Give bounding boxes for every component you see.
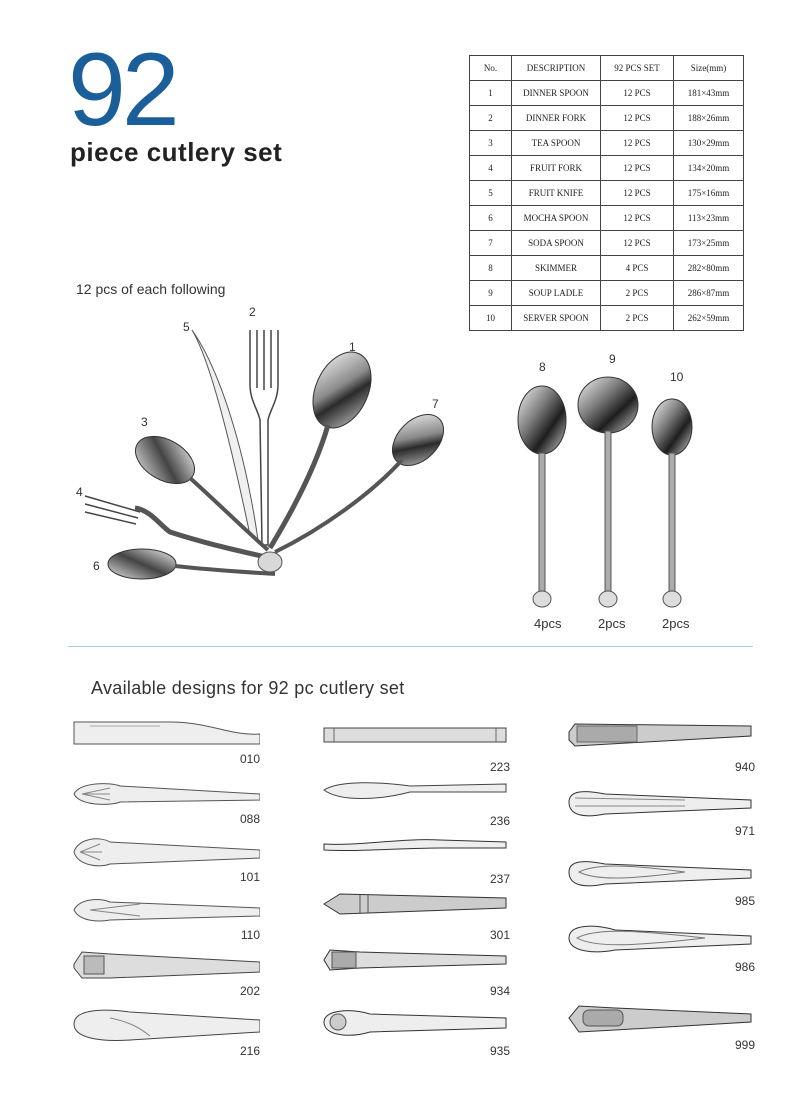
table-row bbox=[470, 156, 744, 181]
serving-pieces-illustration bbox=[510, 365, 710, 615]
design-code: 934 bbox=[489, 984, 510, 998]
design-088 bbox=[70, 774, 260, 826]
cell-description: MOCHA SPOON bbox=[512, 206, 601, 231]
cell-size: 262×59mm bbox=[674, 306, 744, 331]
set-size-number: 92 bbox=[68, 32, 176, 148]
cell-description: SKIMMER bbox=[512, 256, 601, 281]
cell-size: 282×80mm bbox=[674, 256, 744, 281]
cell-description: SOUP LADLE bbox=[512, 281, 601, 306]
dinner-fork-shape bbox=[250, 330, 278, 545]
table-row bbox=[470, 81, 744, 106]
table-row bbox=[470, 206, 744, 231]
item-number-6: 6 bbox=[93, 559, 100, 573]
design-code: 986 bbox=[734, 960, 755, 974]
design-code: 010 bbox=[239, 752, 260, 766]
col-header-size: Size(mm) bbox=[674, 56, 744, 81]
design-999 bbox=[565, 1000, 755, 1052]
handle-216-shape bbox=[70, 1006, 260, 1046]
design-code: 236 bbox=[489, 814, 510, 828]
design-code: 101 bbox=[239, 870, 260, 884]
item-number-10: 10 bbox=[670, 370, 684, 384]
design-code: 301 bbox=[489, 928, 510, 942]
handle-101-shape bbox=[70, 832, 260, 872]
skimmer-count: 4pcs bbox=[534, 616, 562, 631]
table-row bbox=[470, 231, 744, 256]
soup-ladle-shape bbox=[578, 377, 638, 607]
col-header-set: 92 PCS SET bbox=[601, 56, 674, 81]
item-number-2: 2 bbox=[249, 305, 256, 319]
design-code: 110 bbox=[240, 928, 260, 942]
item-number-1: 1 bbox=[349, 340, 356, 354]
cell-no: 8 bbox=[470, 256, 512, 281]
design-code: 940 bbox=[734, 760, 755, 774]
page-subtitle: piece cutlery set bbox=[70, 137, 283, 167]
cell-description: DINNER FORK bbox=[512, 106, 601, 131]
design-935 bbox=[320, 1006, 510, 1058]
cell-qty: 12 PCS bbox=[601, 131, 674, 156]
design-code: 985 bbox=[734, 894, 755, 908]
cell-qty: 12 PCS bbox=[601, 156, 674, 181]
cell-size: 113×23mm bbox=[674, 206, 744, 231]
handle-110-shape bbox=[70, 890, 260, 930]
cell-qty: 12 PCS bbox=[601, 181, 674, 206]
soda-spoon-shape bbox=[275, 405, 453, 552]
design-code: 971 bbox=[734, 824, 755, 838]
cell-no: 9 bbox=[470, 281, 512, 306]
server-spoon-shape bbox=[652, 399, 692, 607]
cell-description: SODA SPOON bbox=[512, 231, 601, 256]
design-010 bbox=[70, 714, 260, 766]
design-code: 237 bbox=[489, 872, 510, 886]
design-986 bbox=[565, 922, 755, 974]
design-934 bbox=[320, 946, 510, 998]
cell-size: 130×29mm bbox=[674, 131, 744, 156]
spec-table bbox=[469, 55, 744, 331]
cell-no: 2 bbox=[470, 106, 512, 131]
cell-qty: 12 PCS bbox=[601, 231, 674, 256]
table-header-row bbox=[470, 56, 744, 81]
handle-223-shape bbox=[320, 722, 510, 752]
cell-no: 1 bbox=[470, 81, 512, 106]
cell-no: 10 bbox=[470, 306, 512, 331]
item-number-8: 8 bbox=[539, 360, 546, 374]
table-row bbox=[470, 131, 744, 156]
fan-section-label: 12 pcs of each following bbox=[76, 281, 226, 297]
cell-qty: 12 PCS bbox=[601, 106, 674, 131]
cell-no: 4 bbox=[470, 156, 512, 181]
cell-qty: 4 PCS bbox=[601, 256, 674, 281]
col-header-no: No. bbox=[470, 56, 512, 81]
item-number-9: 9 bbox=[609, 352, 616, 366]
handle-935-shape bbox=[320, 1006, 510, 1040]
handle-940-shape bbox=[565, 722, 755, 752]
design-code: 223 bbox=[489, 760, 510, 774]
item-number-5: 5 bbox=[183, 320, 190, 334]
handle-971-shape bbox=[565, 786, 755, 820]
handle-088-shape bbox=[70, 774, 260, 814]
design-202 bbox=[70, 946, 260, 998]
designs-title: Available designs for 92 pc cutlery set bbox=[91, 678, 405, 698]
cell-description: FRUIT KNIFE bbox=[512, 181, 601, 206]
cell-description: SERVER SPOON bbox=[512, 306, 601, 331]
cell-size: 188×26mm bbox=[674, 106, 744, 131]
cell-size: 134×20mm bbox=[674, 156, 744, 181]
design-code: 216 bbox=[239, 1044, 260, 1058]
design-101 bbox=[70, 832, 260, 884]
design-223 bbox=[320, 722, 510, 774]
design-236 bbox=[320, 776, 510, 828]
cell-no: 6 bbox=[470, 206, 512, 231]
cell-qty: 12 PCS bbox=[601, 81, 674, 106]
design-971 bbox=[565, 786, 755, 838]
cell-size: 175×16mm bbox=[674, 181, 744, 206]
design-301 bbox=[320, 890, 510, 942]
handle-301-shape bbox=[320, 890, 510, 920]
item-number-4: 4 bbox=[76, 485, 83, 499]
design-110 bbox=[70, 890, 260, 942]
handle-985-shape bbox=[565, 856, 755, 890]
cutlery-fan-illustration bbox=[70, 300, 470, 600]
handle-999-shape bbox=[565, 1000, 755, 1036]
table-row bbox=[470, 106, 744, 131]
item-number-3: 3 bbox=[141, 415, 148, 429]
cell-no: 7 bbox=[470, 231, 512, 256]
cell-description: FRUIT FORK bbox=[512, 156, 601, 181]
item-number-7: 7 bbox=[432, 397, 439, 411]
cell-qty: 2 PCS bbox=[601, 306, 674, 331]
design-code: 088 bbox=[239, 812, 260, 826]
design-216 bbox=[70, 1006, 260, 1058]
handle-202-shape bbox=[70, 946, 260, 986]
cell-description: DINNER SPOON bbox=[512, 81, 601, 106]
table-row bbox=[470, 306, 744, 331]
table-row bbox=[470, 256, 744, 281]
cell-qty: 12 PCS bbox=[601, 206, 674, 231]
design-237 bbox=[320, 834, 510, 886]
design-code: 935 bbox=[489, 1044, 510, 1058]
design-940 bbox=[565, 722, 755, 774]
design-985 bbox=[565, 856, 755, 908]
handle-237-shape bbox=[320, 834, 510, 864]
cell-size: 286×87mm bbox=[674, 281, 744, 306]
design-code: 202 bbox=[239, 984, 260, 998]
design-code: 999 bbox=[734, 1038, 755, 1052]
handle-986-shape bbox=[565, 922, 755, 956]
skimmer-shape bbox=[518, 386, 566, 607]
table-row bbox=[470, 281, 744, 306]
handle-knot-shape bbox=[258, 552, 282, 572]
col-header-description: DESCRIPTION bbox=[512, 56, 601, 81]
server-count: 2pcs bbox=[662, 616, 690, 631]
handle-236-shape bbox=[320, 776, 510, 806]
cell-no: 3 bbox=[470, 131, 512, 156]
dinner-spoon-shape bbox=[270, 343, 382, 548]
cell-no: 5 bbox=[470, 181, 512, 206]
cell-size: 181×43mm bbox=[674, 81, 744, 106]
ladle-count: 2pcs bbox=[598, 616, 626, 631]
handle-010-shape bbox=[70, 714, 260, 754]
table-row bbox=[470, 181, 744, 206]
handle-934-shape bbox=[320, 946, 510, 976]
section-divider bbox=[68, 646, 753, 647]
cell-size: 173×25mm bbox=[674, 231, 744, 256]
cell-qty: 2 PCS bbox=[601, 281, 674, 306]
cell-description: TEA SPOON bbox=[512, 131, 601, 156]
